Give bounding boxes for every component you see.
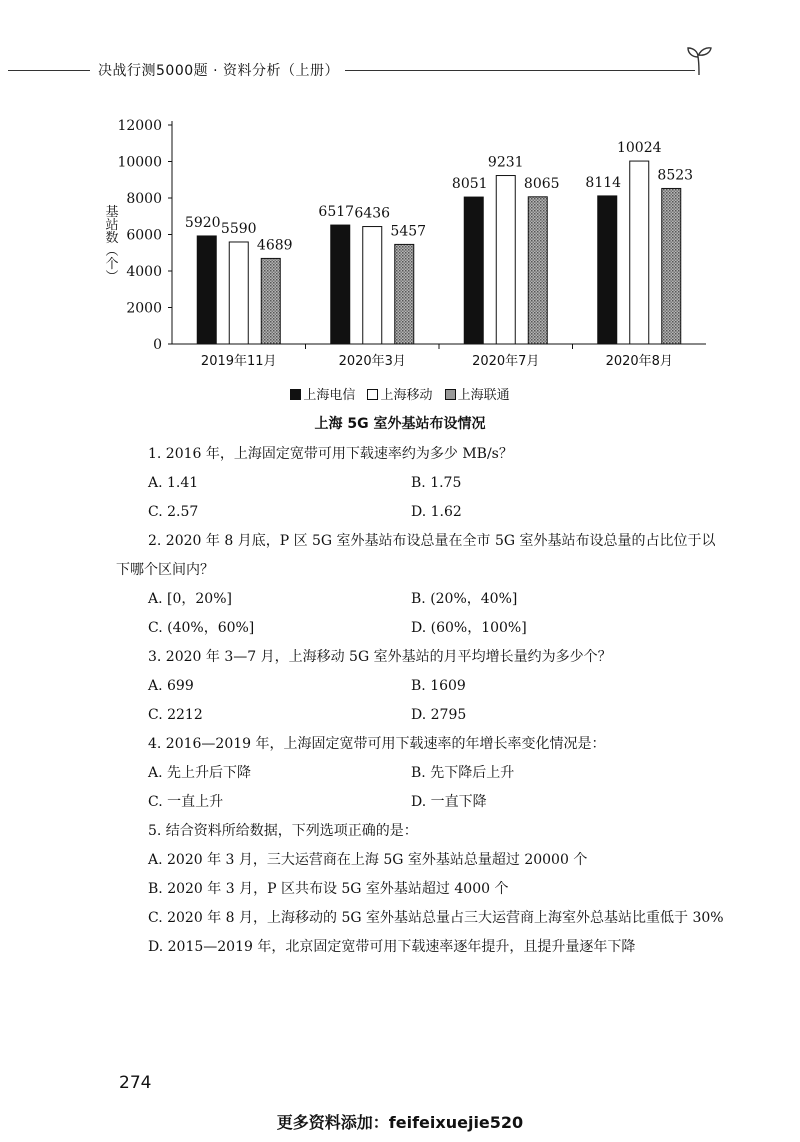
bar-mobile: [229, 242, 248, 344]
question-2-options: [116, 585, 726, 643]
question-4-options: [116, 759, 726, 817]
header-rule-left: [8, 70, 90, 71]
question-2-stem: 2. 2020 年 8 月底，P 区 5G 室外基站布设总量在全市 5G 室外基站布设总量的占比位于以下哪个区间内？: [116, 533, 716, 578]
question-5-options: [116, 846, 726, 962]
bar-unicom: [528, 197, 547, 344]
data-label: 8065: [523, 175, 560, 192]
x-tick-label: 2020年8月: [605, 354, 673, 369]
bar-telecom: [598, 196, 617, 344]
question-1-option-c: C. 2.57: [148, 504, 199, 520]
data-label: 8114: [585, 174, 622, 191]
x-tick-label: 2019年11月: [200, 354, 277, 369]
bar-telecom: [197, 236, 216, 344]
footer-note: 更多资料添加：feifeixuejie520: [276, 1113, 524, 1132]
question-5-stem: 5. 结合资料所给数据，下列选项正确的是：: [148, 823, 418, 839]
x-tick-label: 2020年7月: [472, 354, 540, 369]
legend-item-unicom: [445, 384, 510, 403]
question-3-options: [116, 672, 726, 730]
data-label: 8051: [451, 176, 488, 193]
data-label: 4689: [256, 237, 293, 254]
data-label: 10024: [616, 140, 662, 157]
question-4-stem: 4. 2016—2019 年，上海固定宽带可用下载速率的年增长率变化情况是：: [148, 736, 606, 752]
bar-telecom: [331, 225, 350, 344]
x-tick-label: 2020年3月: [338, 354, 406, 369]
bar-mobile: [496, 176, 515, 344]
legend-label-telecom: 上海电信: [303, 388, 356, 403]
data-label: 8523: [657, 167, 694, 184]
bar-unicom: [395, 244, 414, 344]
question-1-stem: 1. 2016 年，上海固定宽带可用下载速率约为多少 MB/s？: [148, 446, 513, 462]
y-tick-label: 6000: [126, 227, 162, 244]
bar-chart: [96, 108, 736, 378]
header-rule-right: [345, 70, 695, 71]
data-label: 6517: [318, 204, 355, 221]
data-label: 6436: [354, 205, 391, 222]
question-5-option-a: A. 2020 年 3 月，三大运营商在上海 5G 室外基站总量超过 20000 个: [148, 852, 588, 868]
data-label: 5457: [390, 223, 427, 240]
y-tick-label: 8000: [126, 191, 162, 207]
question-4-option-c: C. 一直上升: [148, 794, 224, 810]
question-1-option-d: D. 1.62: [411, 504, 462, 520]
data-label: 5920: [184, 214, 221, 231]
question-5-option-b: B. 2020 年 3 月，P 区共布设 5G 室外基站超过 4000 个: [148, 881, 509, 897]
question-3-option-b: B. 1609: [411, 678, 466, 694]
question-5-option-d: D. 2015—2019 年，北京固定宽带可用下载速率逐年提升，且提升量逐年下降: [148, 939, 636, 955]
bar-chart-svg: [96, 108, 736, 378]
question-2-option-c: C. (40%，60%]: [148, 620, 255, 636]
y-axis-label: 基站数（个）: [102, 204, 118, 283]
bar-telecom: [464, 197, 483, 344]
question-4-option-d: D. 一直下降: [411, 794, 487, 810]
legend-item-telecom: [290, 384, 355, 403]
question-4-option-a: A. 先上升后下降: [148, 765, 252, 781]
question-1-option-a: A. 1.41: [148, 475, 199, 491]
y-tick-label: 10000: [117, 154, 162, 171]
question-5-option-c: C. 2020 年 8 月，上海移动的 5G 室外基站总量占三大运营商上海室外总基站比重低于 30%: [148, 910, 724, 926]
bar-unicom: [261, 258, 280, 344]
chart-legend: [0, 384, 800, 403]
y-tick-label: 12000: [117, 118, 162, 134]
question-3-option-d: D. 2795: [411, 707, 467, 723]
page-number: 274: [119, 1073, 152, 1093]
legend-label-unicom: 上海联通: [457, 388, 510, 403]
legend-item-mobile: [367, 384, 432, 403]
sprout-icon: [682, 42, 716, 76]
legend-swatch-telecom: [290, 389, 301, 400]
legend-swatch-mobile: [367, 389, 378, 400]
chart-caption: 上海 5G 室外基站布设情况: [314, 416, 486, 432]
running-header: [0, 56, 800, 86]
data-label: 9231: [487, 154, 524, 171]
question-1-options: [116, 469, 726, 527]
question-1-option-b: B. 1.75: [411, 475, 462, 491]
data-label: 5590: [220, 220, 257, 237]
bar-mobile: [630, 161, 649, 344]
book-title: 决战行测5000题 · 资料分析（上册）: [98, 63, 339, 79]
question-2-option-a: A. [0，20%]: [148, 591, 232, 607]
y-tick-label: 2000: [126, 300, 162, 317]
question-3-stem: 3. 2020 年 3—7 月，上海移动 5G 室外基站的月平均增长量约为多少个？: [148, 649, 612, 665]
question-3-option-c: C. 2212: [148, 707, 203, 723]
y-tick-label: 4000: [126, 264, 162, 280]
bar-mobile: [363, 227, 382, 344]
question-2-option-b: B. (20%，40%]: [411, 591, 518, 607]
question-2-option-d: D. (60%，100%]: [411, 620, 527, 636]
question-3-option-a: A. 699: [148, 678, 194, 694]
question-4-option-b: B. 先下降后上升: [411, 765, 515, 781]
bar-unicom: [662, 188, 681, 344]
question-list: [116, 440, 726, 962]
legend-label-mobile: 上海移动: [380, 388, 433, 403]
y-tick-label: 0: [153, 337, 162, 353]
legend-swatch-unicom: [445, 389, 456, 400]
